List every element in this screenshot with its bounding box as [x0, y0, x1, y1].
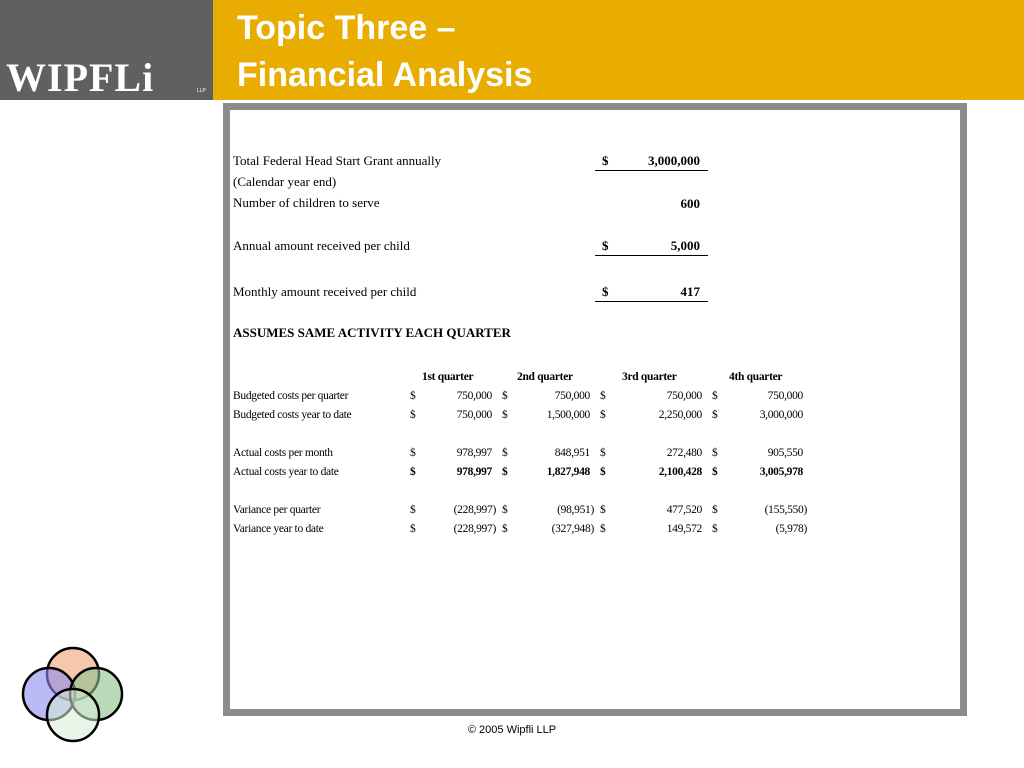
assumption-heading: ASSUMES SAME ACTIVITY EACH QUARTER — [233, 325, 511, 340]
currency-sign: $ — [600, 409, 606, 421]
currency-sign: $ — [712, 390, 718, 402]
currency-sign: $ — [410, 447, 416, 459]
cell-q4: (155,550) — [764, 504, 807, 516]
cell-q2: 1,500,000 — [546, 409, 590, 421]
currency-sign: $ — [600, 390, 606, 402]
currency-sign: $ — [410, 409, 416, 421]
row-label: Budgeted costs year to date — [233, 409, 352, 421]
slide-title-line2: Financial Analysis — [237, 56, 533, 94]
row-label: Variance year to date — [233, 523, 324, 535]
cell-q3: 272,480 — [666, 447, 702, 459]
copyright: © 2005 Wipfli LLP — [467, 724, 557, 736]
currency-sign: $ — [502, 504, 508, 516]
cell-q3: 477,520 — [666, 504, 702, 516]
row-label: Variance per quarter — [233, 504, 321, 516]
logo-llp: LLP — [197, 88, 206, 94]
grant-currency: $ — [602, 153, 609, 168]
currency-sign: $ — [410, 390, 416, 402]
cell-q4: (5,978) — [775, 523, 807, 535]
spreadsheet-frame — [223, 103, 967, 716]
grant-underline — [595, 170, 708, 171]
currency-sign: $ — [410, 504, 416, 516]
cell-q4: 3,000,000 — [759, 409, 803, 421]
logo-panel — [0, 0, 213, 100]
currency-sign: $ — [502, 523, 508, 535]
annual-underline — [595, 255, 708, 256]
row-label: Actual costs year to date — [233, 466, 339, 478]
currency-sign: $ — [712, 523, 718, 535]
monthly-label: Monthly amount received per child — [233, 284, 417, 299]
cell-q1: (228,997) — [453, 504, 496, 516]
cell-q3: 149,572 — [666, 523, 702, 535]
cell-q1: 978,997 — [456, 466, 492, 478]
row-label: Budgeted costs per quarter — [233, 390, 349, 402]
monthly-currency: $ — [602, 284, 609, 299]
grant-sublabel: (Calendar year end) — [233, 174, 337, 189]
title-bar — [213, 0, 1024, 100]
children-value: 600 — [680, 196, 700, 211]
currency-sign: $ — [502, 390, 508, 402]
cell-q2: 848,951 — [554, 447, 590, 459]
wipfli-logo: WIPFLi — [6, 55, 155, 100]
cell-q1: 750,000 — [456, 409, 492, 421]
annual-currency: $ — [602, 238, 609, 253]
currency-sign: $ — [600, 447, 606, 459]
monthly-value: 417 — [680, 284, 700, 299]
cell-q4: 905,550 — [767, 447, 803, 459]
col-header-q2: 2nd quarter — [517, 371, 573, 383]
currency-sign: $ — [502, 466, 508, 478]
currency-sign: $ — [502, 409, 508, 421]
cell-q2: (327,948) — [551, 523, 594, 535]
row-label: Actual costs per month — [233, 447, 333, 459]
col-header-q1: 1st quarter — [422, 371, 474, 383]
currency-sign: $ — [600, 466, 606, 478]
monthly-underline — [595, 301, 708, 302]
grant-label: Total Federal Head Start Grant annually — [233, 153, 442, 168]
currency-sign: $ — [712, 466, 718, 478]
cell-q2: 1,827,948 — [546, 466, 590, 478]
grant-value: 3,000,000 — [648, 153, 700, 168]
currency-sign: $ — [600, 504, 606, 516]
cell-q1: 750,000 — [456, 390, 492, 402]
children-label: Number of children to serve — [233, 195, 380, 210]
slide-title-line1: Topic Three – — [237, 9, 456, 47]
cell-q1: (228,997) — [453, 523, 496, 535]
currency-sign: $ — [712, 409, 718, 421]
currency-sign: $ — [410, 523, 416, 535]
col-header-q3: 3rd quarter — [622, 371, 677, 383]
currency-sign: $ — [712, 447, 718, 459]
cell-q3: 750,000 — [666, 390, 702, 402]
cell-q3: 2,250,000 — [658, 409, 702, 421]
annual-value: 5,000 — [670, 238, 700, 253]
col-header-q4: 4th quarter — [729, 371, 783, 383]
cell-q3: 2,100,428 — [658, 466, 702, 478]
currency-sign: $ — [600, 523, 606, 535]
currency-sign: $ — [712, 504, 718, 516]
cell-q2: (98,951) — [557, 504, 594, 516]
cell-q2: 750,000 — [554, 390, 590, 402]
currency-sign: $ — [410, 466, 416, 478]
cell-q4: 750,000 — [767, 390, 803, 402]
cell-q4: 3,005,978 — [759, 466, 803, 478]
annual-label: Annual amount received per child — [233, 238, 410, 253]
cell-q1: 978,997 — [456, 447, 492, 459]
currency-sign: $ — [502, 447, 508, 459]
